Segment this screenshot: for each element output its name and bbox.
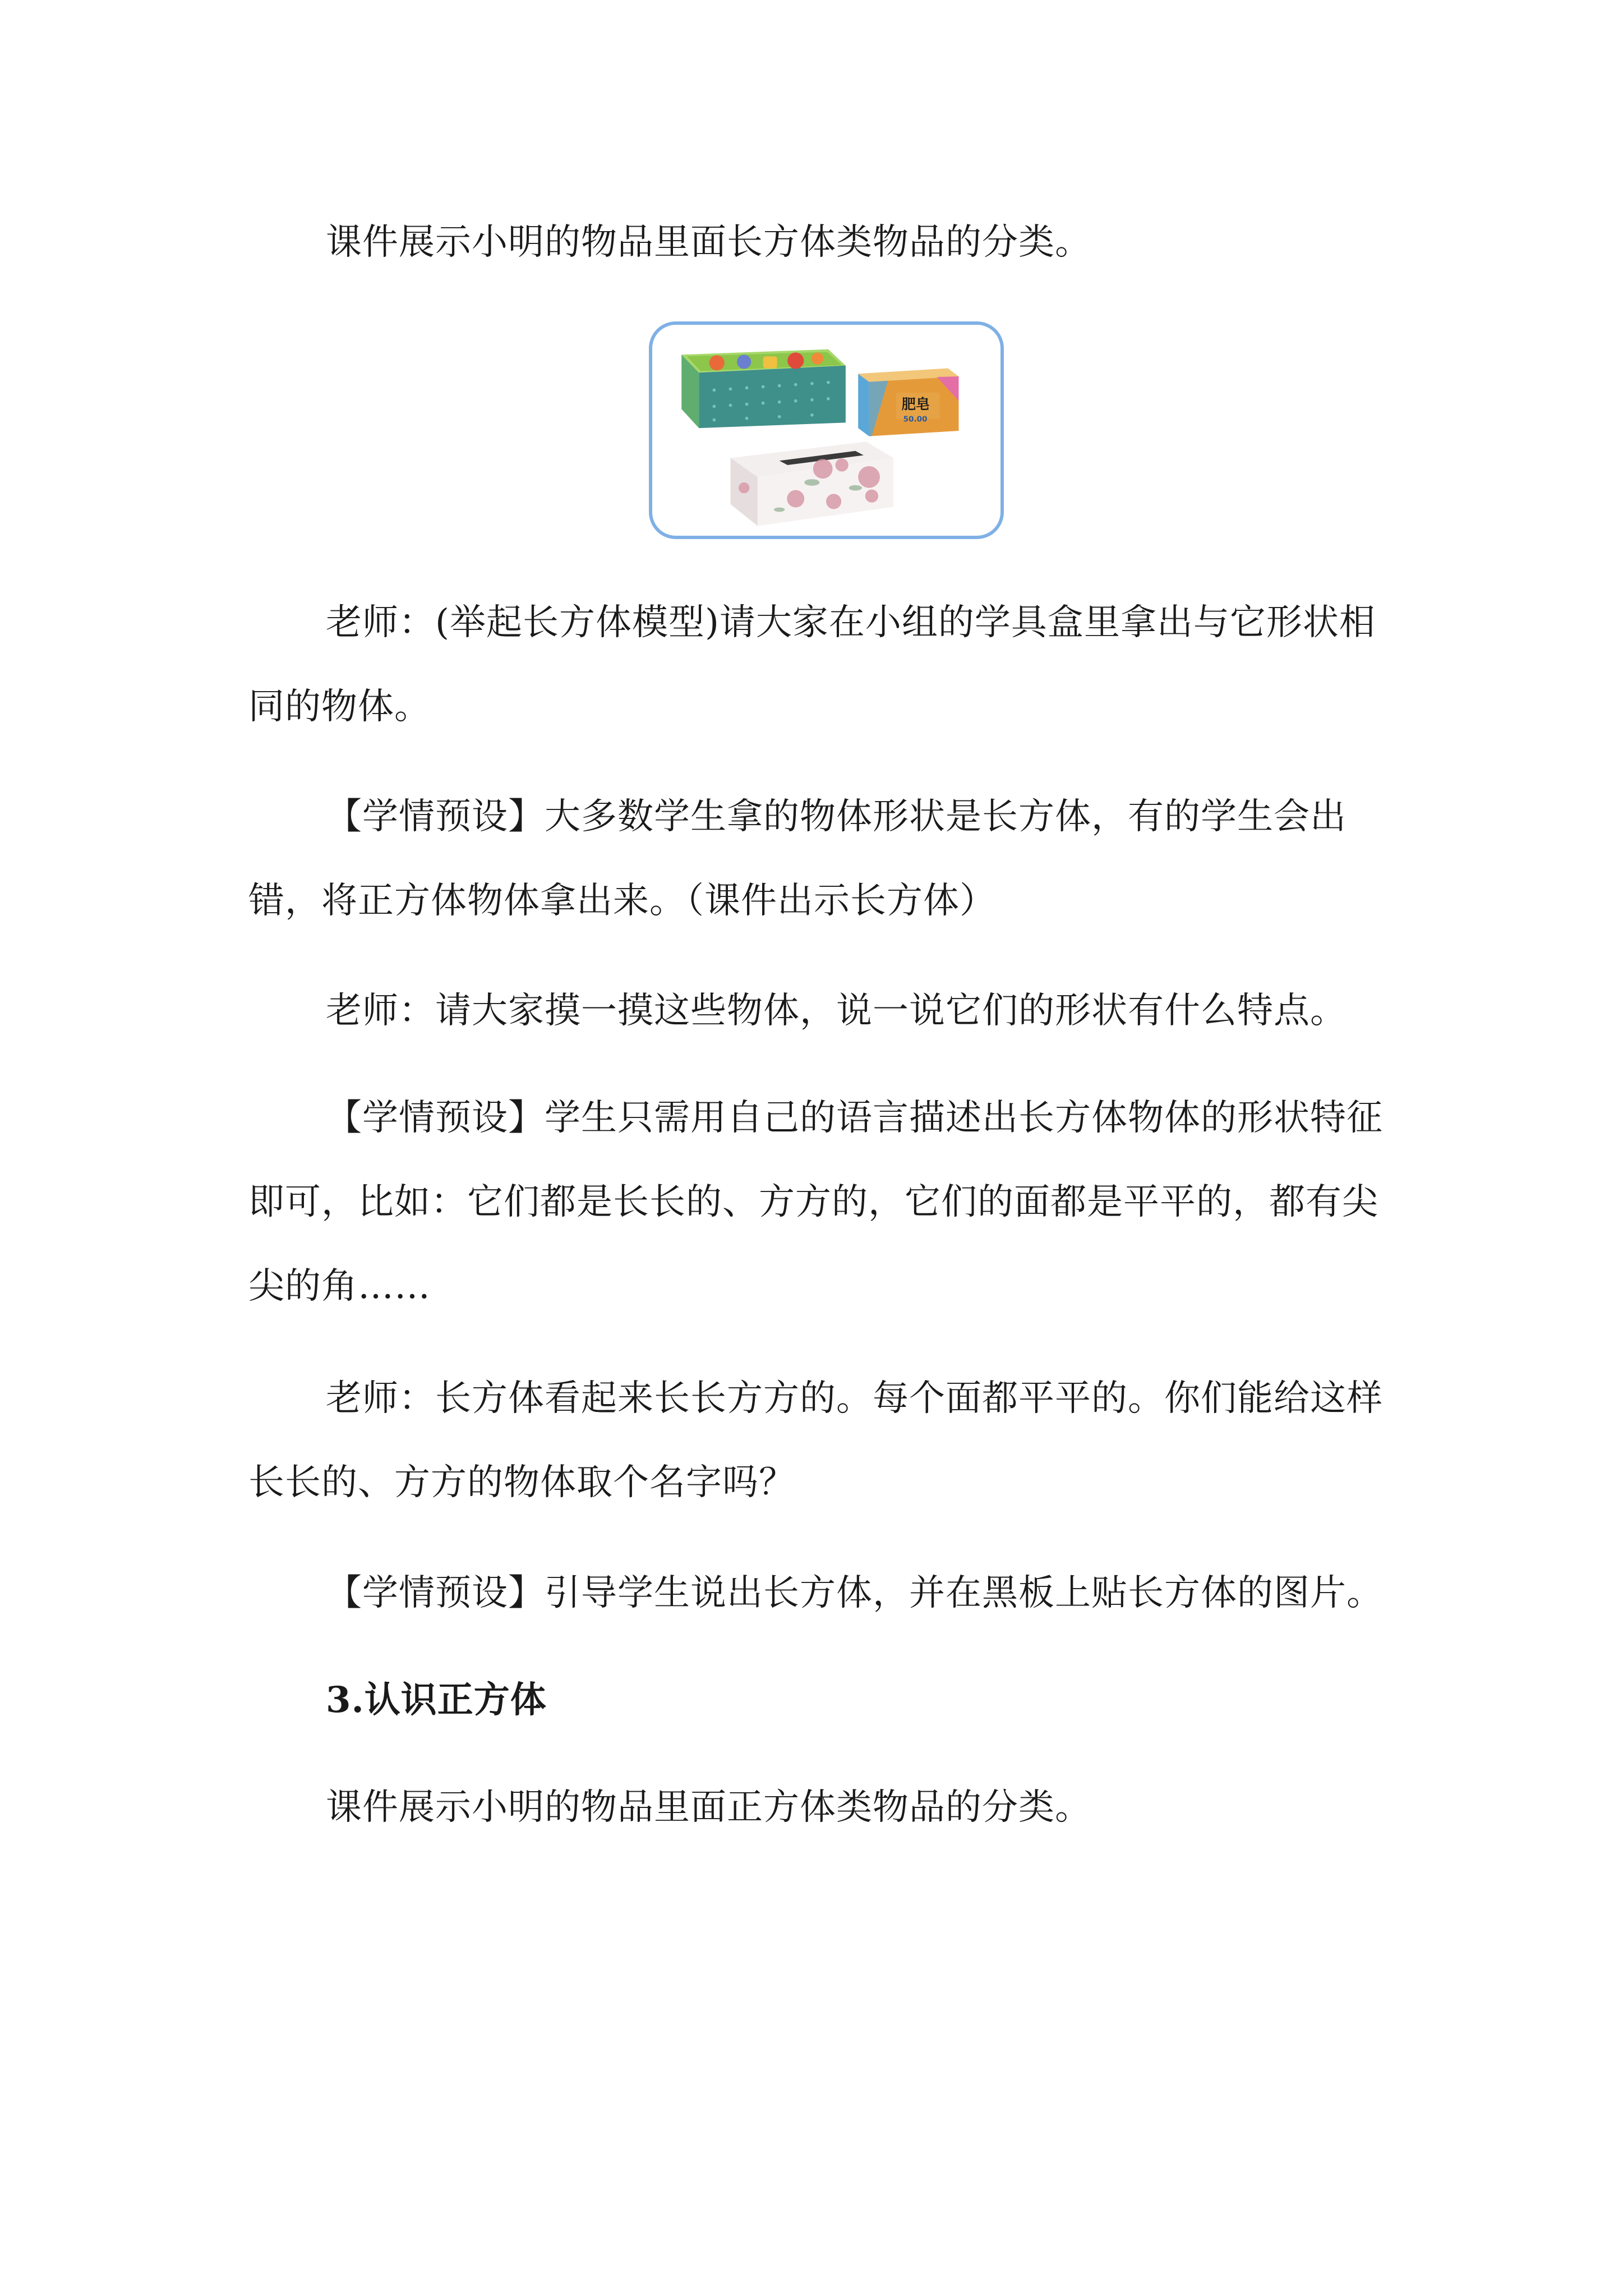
tissue-box-image [730,441,893,526]
section-heading: 3.认识正方体 [326,1679,547,1721]
soap-box-image [858,369,958,436]
cuboid-objects-illustration [652,325,1000,536]
paragraph-4: 老师：请大家摸一摸这些物体，说一说它们的形状有什么特点。 [326,990,1347,1032]
paragraph-5: 【学情预设】学生只需用自己的语言描述出长方体物体的形状特征即可，比如：它们都是长长的、方方的，它们的面都是平平的，都有尖尖的角…… [248,1097,1383,1307]
paragraph-7: 【学情预设】引导学生说出长方体，并在黑板上贴长方体的图片。 [326,1572,1383,1614]
soap-label: 肥皂 [901,396,930,413]
paragraph-1: 课件展示小明的物品里面长方体类物品的分类。 [326,222,1091,263]
paragraph-3: 【学情预设】大多数学生拿的物体形状是长方体，有的学生会出错，将正方体物体拿出来。（课件出示长方体） [248,796,1347,922]
paragraph-2: 老师：(举起长方体模型)请大家在小组的学具盒里拿出与它形状相同的物体。 [248,602,1376,728]
cuboid-objects-figure [649,321,1004,539]
paragraph-8: 课件展示小明的物品里面正方体类物品的分类。 [326,1787,1091,1828]
soap-sublabel: 50.00 [903,415,928,424]
pencil-box-image [681,349,846,429]
paragraph-6: 老师：长方体看起来长长方方的。每个面都平平的。你们能给这样长长的、方方的物体取个名字吗？ [248,1378,1383,1503]
